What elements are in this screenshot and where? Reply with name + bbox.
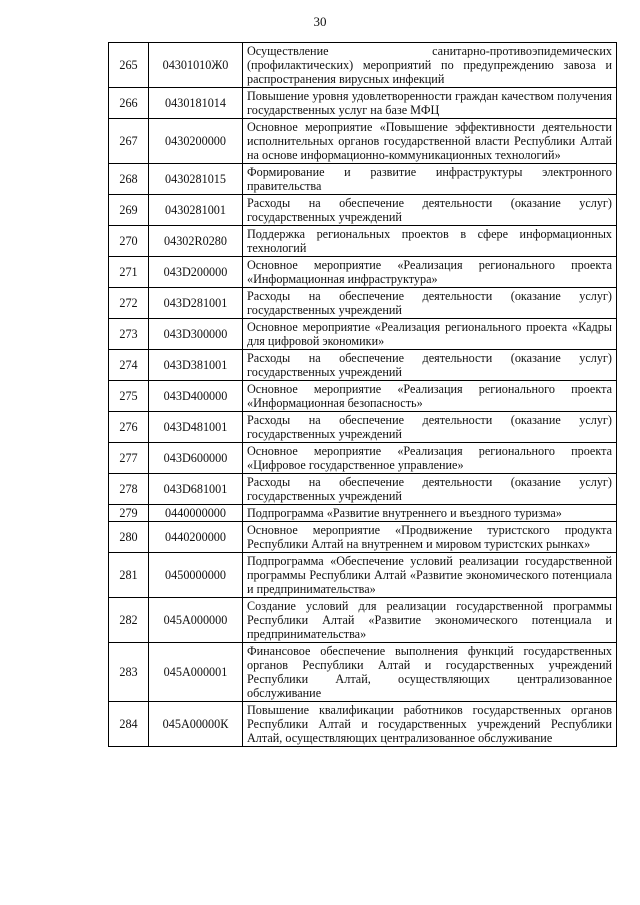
row-description: Основное мероприятие «Продвижение туристского продукта Республики Алтай на внутреннем и мировом туристских рынках» [243, 522, 617, 553]
row-description: Основное мероприятие «Реализация регионального проекта «Цифровое государственное управление» [243, 443, 617, 474]
row-code: 043D481001 [149, 412, 243, 443]
row-code: 04302R0280 [149, 226, 243, 257]
row-code: 0430181014 [149, 88, 243, 119]
row-code: 043D681001 [149, 474, 243, 505]
row-number: 267 [109, 119, 149, 164]
row-number: 280 [109, 522, 149, 553]
row-description: Повышение квалификации работников государственных органов Республики Алтай и государственных учреждений Республики Алтай, осуществляющих централизованное обслуживание [243, 702, 617, 747]
table-row [109, 443, 617, 474]
row-description: Основное мероприятие «Повышение эффективности деятельности исполнительных органов государственной власти Республики Алтай на основе информационно-коммуникационных технологий» [243, 119, 617, 164]
row-description: Повышение уровня удовлетворенности граждан качеством получения государственных услуг на базе МФЦ [243, 88, 617, 119]
row-code: 043D600000 [149, 443, 243, 474]
row-code: 0440000000 [149, 505, 243, 522]
row-number: 279 [109, 505, 149, 522]
row-number: 270 [109, 226, 149, 257]
row-code: 0430281001 [149, 195, 243, 226]
table-row [109, 350, 617, 381]
row-description: Формирование и развитие инфраструктуры электронного правительства [243, 164, 617, 195]
table-row [109, 474, 617, 505]
row-code: 043D200000 [149, 257, 243, 288]
row-description: Подпрограмма «Развитие внутреннего и въездного туризма» [243, 505, 617, 522]
row-description: Основное мероприятие «Реализация регионального проекта «Информационная инфраструктура» [243, 257, 617, 288]
row-code: 0450000000 [149, 553, 243, 598]
row-code: 043D300000 [149, 319, 243, 350]
row-number: 269 [109, 195, 149, 226]
table-row [109, 553, 617, 598]
row-number: 283 [109, 643, 149, 702]
table-row [109, 226, 617, 257]
row-number: 282 [109, 598, 149, 643]
table-row [109, 381, 617, 412]
row-code: 043D381001 [149, 350, 243, 381]
table-row [109, 702, 617, 747]
classification-table [108, 42, 617, 747]
row-description: Поддержка региональных проектов в сфере информационных технологий [243, 226, 617, 257]
row-code: 04301010Ж0 [149, 43, 243, 88]
row-code: 0430200000 [149, 119, 243, 164]
table-row [109, 195, 617, 226]
row-description: Подпрограмма «Обеспечение условий реализации государственной программы Республики Алтай «Развитие экономического потенциала и предпринимательства» [243, 553, 617, 598]
row-code: 0430281015 [149, 164, 243, 195]
row-number: 265 [109, 43, 149, 88]
row-number: 271 [109, 257, 149, 288]
table-row [109, 43, 617, 88]
row-code: 045А00000К [149, 702, 243, 747]
row-number: 274 [109, 350, 149, 381]
row-code: 045А000001 [149, 643, 243, 702]
table-row [109, 257, 617, 288]
row-number: 278 [109, 474, 149, 505]
row-number: 272 [109, 288, 149, 319]
row-description: Расходы на обеспечение деятельности (оказание услуг) государственных учреждений [243, 474, 617, 505]
table-row [109, 319, 617, 350]
row-description: Основное мероприятие «Реализация регионального проекта «Информационная безопасность» [243, 381, 617, 412]
row-number: 268 [109, 164, 149, 195]
row-number: 276 [109, 412, 149, 443]
row-number: 275 [109, 381, 149, 412]
row-description: Финансовое обеспечение выполнения функций государственных органов Республики Алтай и государственных учреждений Республики Алтай, осуществляющих централизованное обслуживание [243, 643, 617, 702]
row-description: Расходы на обеспечение деятельности (оказание услуг) государственных учреждений [243, 288, 617, 319]
row-number: 266 [109, 88, 149, 119]
row-description: Расходы на обеспечение деятельности (оказание услуг) государственных учреждений [243, 195, 617, 226]
row-description: Расходы на обеспечение деятельности (оказание услуг) государственных учреждений [243, 412, 617, 443]
table-row [109, 505, 617, 522]
row-description: Основное мероприятие «Реализация регионального проекта «Кадры для цифровой экономики» [243, 319, 617, 350]
table-row [109, 643, 617, 702]
row-code: 043D400000 [149, 381, 243, 412]
row-description: Расходы на обеспечение деятельности (оказание услуг) государственных учреждений [243, 350, 617, 381]
row-code: 045А000000 [149, 598, 243, 643]
row-description: Создание условий для реализации государственной программы Республики Алтай «Развитие экономического потенциала и предпринимательства» [243, 598, 617, 643]
table-row [109, 522, 617, 553]
table-body [109, 43, 617, 747]
row-number: 284 [109, 702, 149, 747]
table-row [109, 88, 617, 119]
table-row [109, 598, 617, 643]
page-number: 30 [313, 14, 327, 29]
row-number: 281 [109, 553, 149, 598]
table-row [109, 412, 617, 443]
table-row [109, 288, 617, 319]
row-code: 043D281001 [149, 288, 243, 319]
table-row [109, 119, 617, 164]
row-number: 273 [109, 319, 149, 350]
table-row [109, 164, 617, 195]
row-number: 277 [109, 443, 149, 474]
row-code: 0440200000 [149, 522, 243, 553]
row-description: Осуществление санитарно-противоэпидемических (профилактических) мероприятий по предупреждению завоза и распространения вирусных инфекций [243, 43, 617, 88]
